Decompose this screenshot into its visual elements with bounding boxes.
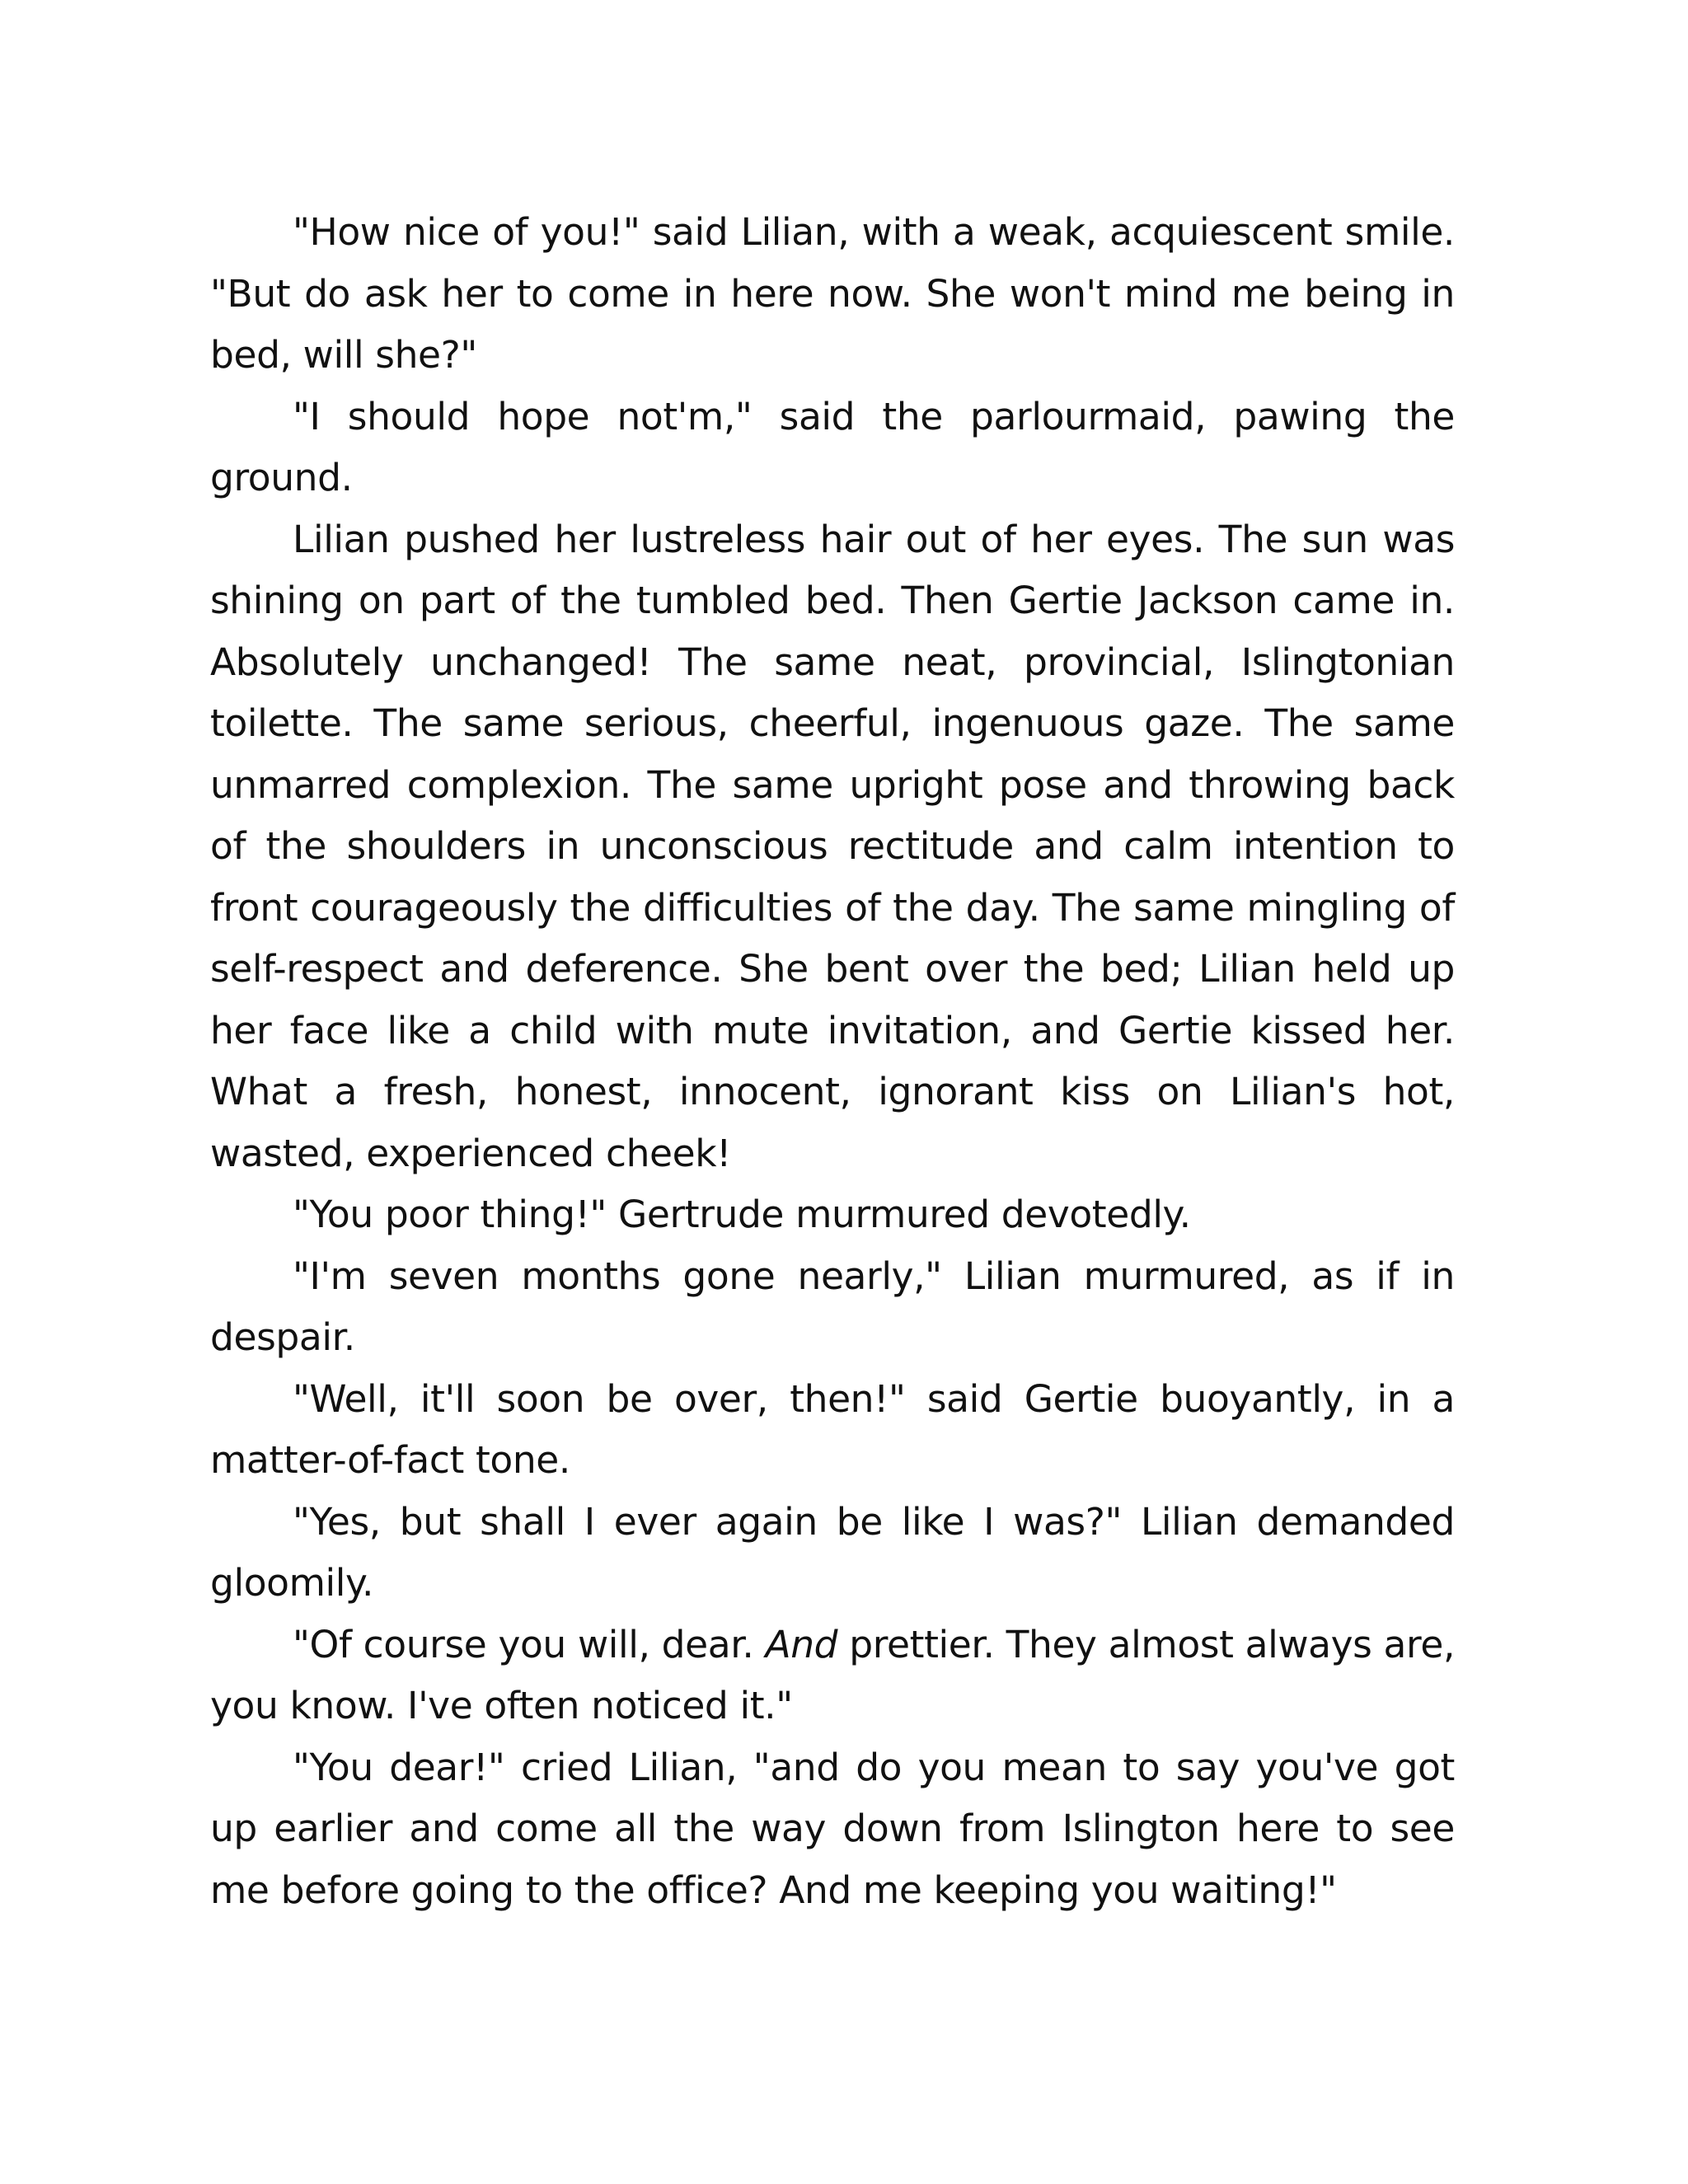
paragraph-text: "Of course you will, dear.: [293, 1622, 766, 1666]
paragraph: "You dear!" cried Lilian, "and do you mean to say you've got up earlier and come all the way down from Islington here to see me before going to the office? And me keeping you waiting!": [210, 1745, 1455, 1912]
paragraph: "I should hope not'm," said the parlourmaid, pawing the ground.: [210, 394, 1455, 499]
paragraph: "How nice of you!" said Lilian, with a weak, acquiescent smile. "But do ask her to come in here now. She won't mind me being in bed, will she?": [210, 210, 1455, 377]
paragraph: "I'm seven months gone nearly," Lilian murmured, as if in despair.: [210, 1254, 1455, 1359]
emphasized-word: And: [765, 1622, 838, 1666]
paragraph: "Well, it'll soon be over, then!" said Gertie buoyantly, in a matter-of-fact tone.: [210, 1376, 1455, 1482]
paragraph: "You poor thing!" Gertrude murmured devotedly.: [293, 1193, 1191, 1236]
page-text: [210, 202, 1455, 1921]
paragraph: "Yes, but shall I ever again be like I was?" Lilian demanded gloomily.: [210, 1499, 1455, 1605]
paragraph: Lilian pushed her lustreless hair out of her eyes. The sun was shining on part of the tumbled bed. Then Gertie Jackson came in. Absolutely unchanged! The same neat, provincial, Islingtonian toilette. The same serious, cheerful, ingenuous gaze. The same unmarred complexion. The same upright pose and throwing back of the shoulders in unconscious rectitude and calm intention to front courageously the difficulties of the day. The same mingling of self-respect and deference. She bent over the bed; Lilian held up her face like a child with mute invitation, and Gertie kissed her. What a fresh, honest, innocent, ignorant kiss on Lilian's hot, wasted, experienced cheek!: [210, 517, 1455, 1175]
paragraph: [210, 1615, 1455, 1737]
paragraph-text: prettier. They almost always are, you know. I've often noticed it.": [210, 1622, 1456, 1727]
